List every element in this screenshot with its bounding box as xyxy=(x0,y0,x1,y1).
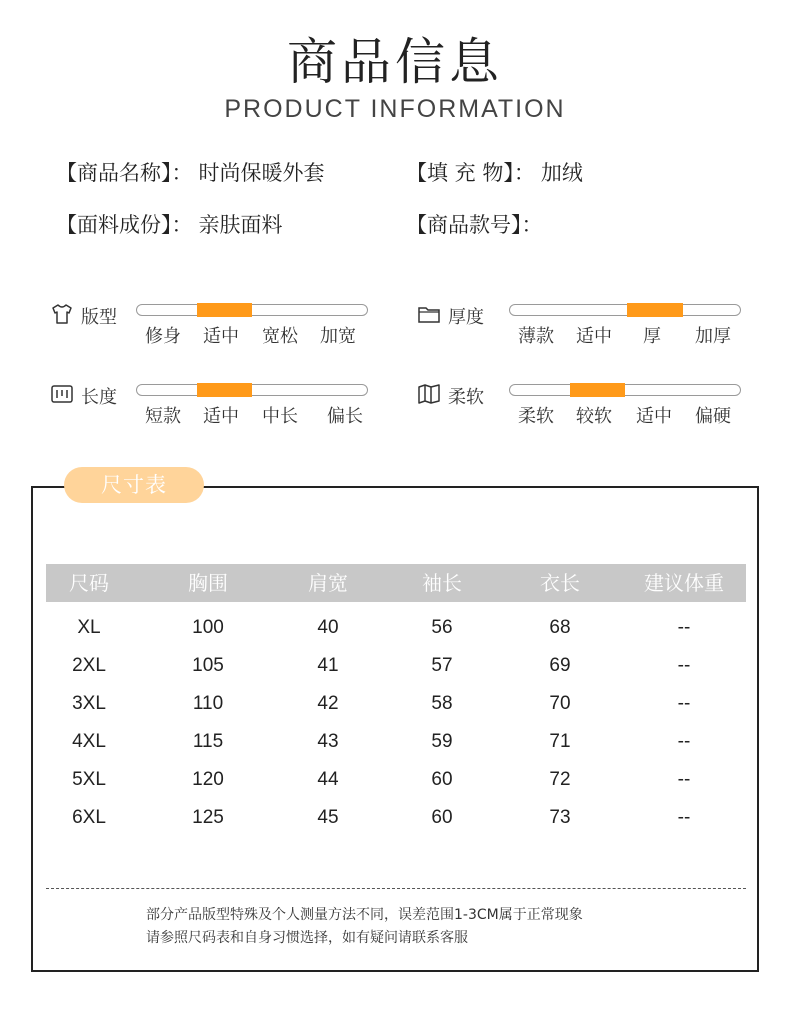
attribute-option: 加宽 xyxy=(320,326,356,347)
table-cell: -- xyxy=(677,769,691,790)
table-cell: 57 xyxy=(431,655,453,676)
table-cell: 40 xyxy=(317,617,339,638)
table-cell: 4XL xyxy=(72,731,106,752)
table-cell: 105 xyxy=(192,655,224,676)
table-cell: 5XL xyxy=(72,769,106,790)
attribute-label: 柔软 xyxy=(448,387,484,408)
fabric-label: 【面料成份】： xyxy=(56,213,193,237)
table-cell: -- xyxy=(677,617,691,638)
column-header: 衣长 xyxy=(540,571,580,595)
size-note-line-1: 部分产品版型特殊及个人测量方法不同，误差范围1-3CM属于正常现象 xyxy=(146,907,583,923)
product-name-row xyxy=(56,157,325,187)
table-cell: -- xyxy=(677,693,691,714)
column-header: 胸围 xyxy=(188,571,228,595)
attribute-option: 适中 xyxy=(203,406,239,427)
attribute-option: 厚 xyxy=(643,326,661,347)
attribute-option: 较软 xyxy=(576,406,612,427)
table-cell: 56 xyxy=(431,617,453,638)
attribute-option: 偏硬 xyxy=(695,406,731,427)
attribute-option: 适中 xyxy=(576,326,612,347)
product-name-label: 【商品名称】： xyxy=(56,161,193,185)
table-cell: 3XL xyxy=(72,693,106,714)
column-header: 袖长 xyxy=(422,571,462,595)
attribute-option: 柔软 xyxy=(518,406,554,427)
attribute-option: 中长 xyxy=(262,406,298,427)
table-cell: -- xyxy=(677,807,691,828)
attribute-level-indicator xyxy=(570,383,626,397)
attribute-option: 偏长 xyxy=(327,406,363,427)
filling-label: 【填 充 物】： xyxy=(406,161,535,185)
ruler-icon xyxy=(50,382,74,406)
table-cell: 125 xyxy=(192,807,224,828)
table-cell: -- xyxy=(677,655,691,676)
tshirt-icon xyxy=(50,302,74,326)
table-cell: 72 xyxy=(549,769,571,790)
attribute-option: 修身 xyxy=(145,326,181,347)
table-cell: 115 xyxy=(192,731,224,752)
table-cell: 43 xyxy=(317,731,339,752)
attribute-level-indicator xyxy=(197,303,253,317)
book-icon xyxy=(417,382,441,406)
attribute-option: 薄款 xyxy=(518,326,554,347)
table-cell: 2XL xyxy=(72,655,106,676)
table-cell: 6XL xyxy=(72,807,106,828)
table-cell: 120 xyxy=(192,769,224,790)
attribute-label: 版型 xyxy=(81,307,117,328)
table-cell: 60 xyxy=(431,807,453,828)
fabric-row xyxy=(56,209,283,239)
page-subtitle: PRODUCT INFORMATION xyxy=(224,95,566,123)
table-cell: 71 xyxy=(549,731,571,752)
attribute-track xyxy=(136,304,368,316)
table-cell: 73 xyxy=(549,807,571,828)
attribute-option: 适中 xyxy=(203,326,239,347)
divider xyxy=(46,888,746,889)
column-header: 肩宽 xyxy=(308,571,348,595)
table-cell: 41 xyxy=(317,655,339,676)
attribute-track xyxy=(509,384,741,396)
table-cell: 70 xyxy=(549,693,571,714)
table-cell: 58 xyxy=(431,693,453,714)
table-cell: 59 xyxy=(431,731,453,752)
size-table-frame xyxy=(31,486,759,972)
style-number-label: 【商品款号】： xyxy=(406,213,543,237)
attribute-level-indicator xyxy=(197,383,253,397)
table-cell: XL xyxy=(77,617,101,638)
table-cell: -- xyxy=(677,731,691,752)
table-cell: 44 xyxy=(317,769,339,790)
column-header: 尺码 xyxy=(69,571,109,595)
style-number-row xyxy=(406,209,549,239)
page-title: 商品信息 xyxy=(287,33,503,91)
table-cell: 42 xyxy=(317,693,339,714)
attribute-option: 短款 xyxy=(145,406,181,427)
attribute-level-indicator xyxy=(627,303,683,317)
table-cell: 45 xyxy=(317,807,339,828)
column-header: 建议体重 xyxy=(644,571,724,595)
table-cell: 68 xyxy=(549,617,571,638)
fabric-value: 亲肤面料 xyxy=(198,213,283,237)
size-note-line-2: 请参照尺码表和自身习惯选择，如有疑问请联系客服 xyxy=(146,930,468,946)
filling-row xyxy=(406,157,583,187)
table-cell: 60 xyxy=(431,769,453,790)
attribute-track xyxy=(136,384,368,396)
size-table-header xyxy=(46,564,746,602)
product-name-value: 时尚保暖外套 xyxy=(198,161,325,185)
attribute-label: 长度 xyxy=(81,387,117,408)
table-cell: 110 xyxy=(192,693,224,714)
attribute-label: 厚度 xyxy=(448,307,484,328)
attribute-option: 宽松 xyxy=(262,326,298,347)
attribute-option: 加厚 xyxy=(695,326,731,347)
table-cell: 100 xyxy=(192,617,224,638)
attribute-option: 适中 xyxy=(636,406,672,427)
filling-value: 加绒 xyxy=(540,161,583,185)
table-cell: 69 xyxy=(549,655,571,676)
folder-icon xyxy=(417,302,441,326)
size-table-tag: 尺寸表 xyxy=(64,467,204,503)
attribute-track xyxy=(509,304,741,316)
